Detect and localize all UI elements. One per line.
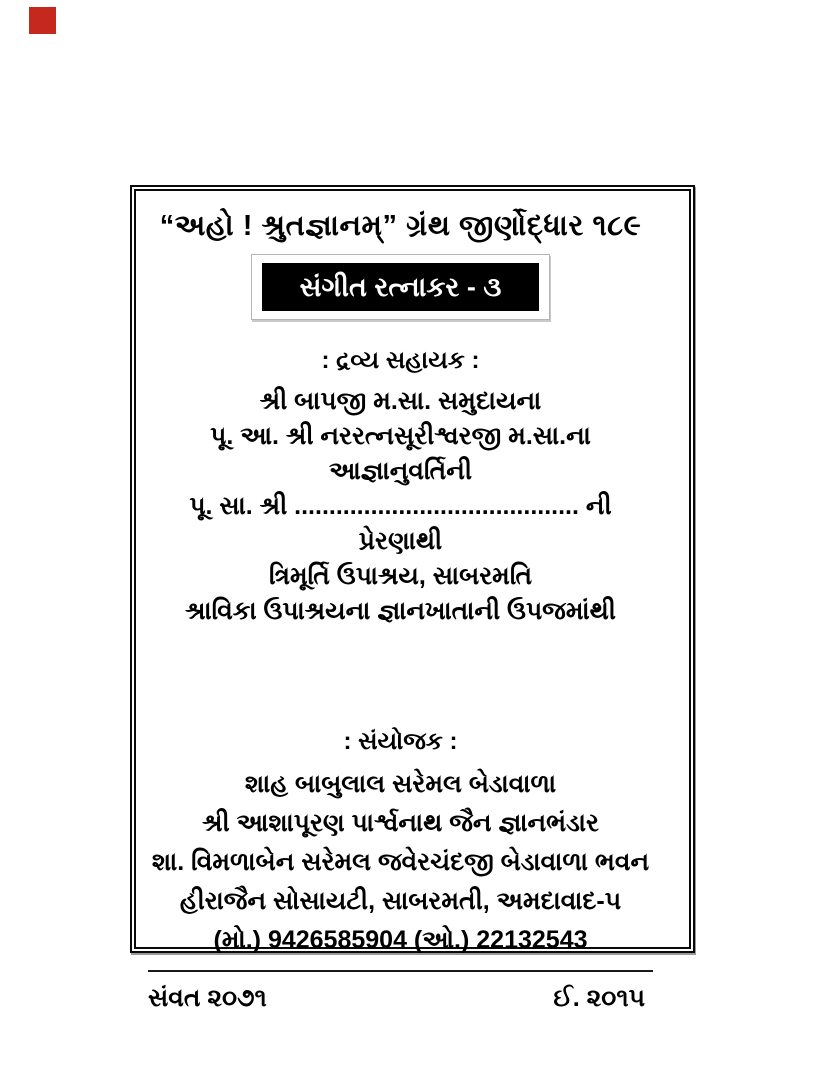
outer-frame: [130, 185, 695, 1012]
series-title: “અહો ! શ્રુતજ્ઞાનમ્” ગ્રંથ જીર્ણોદ્ધાર ૧૮૯: [159, 210, 642, 242]
coordinator-line-1: શાહ બાબુલાલ સરેમલ બેડાવાળા: [244, 770, 557, 798]
samvat-year: સંવત ૨૦૭૧: [148, 984, 267, 1012]
coordinator-section-heading: : સંયોજક :: [343, 728, 458, 755]
sponsor-section-heading: : દ્રવ્ય સહાયક :: [321, 347, 480, 374]
coordinator-section-body: [148, 765, 653, 960]
ce-year: ઈ. ૨૦૧૫: [553, 984, 645, 1012]
coordinator-phone-line: (મો.) 9426585904 (ઓ.) 22132543: [213, 926, 588, 954]
coordinator-line-2: શ્રી આશાપૂરણ પાર્શ્વનાથ જૈન જ્ઞાનભંડાર: [202, 809, 599, 837]
inner-frame: [134, 189, 691, 1012]
sponsor-line-1: શ્રી બાપજી મ.સા. સમુદાયના: [259, 387, 542, 415]
sponsor-line-3: પૂ. સા. શ્રી ......................................... ની પ્રેરણાથી: [189, 492, 612, 555]
book-title: સંગીત રત્નાકર - ૩: [262, 263, 540, 311]
sponsor-line-4: ત્રિમૂર્તિ ઉપાશ્રય, સાબરમતિ: [268, 562, 533, 590]
sponsor-line-2: પૂ. આ. શ્રી નરરત્નસૂરીશ્વરજી મ.સા.ના આજ્ઞાનુવર્તિની: [210, 422, 591, 485]
book-title-banner: [251, 254, 551, 320]
sponsor-line-5: શ્રાવિકા ઉપાશ્રયના જ્ઞાનખાતાની ઉપજમાંથી: [185, 597, 616, 625]
sponsor-section-body: [148, 384, 653, 629]
red-marker: [29, 7, 56, 34]
footer: [148, 982, 653, 1014]
footer-divider: [148, 970, 653, 972]
page-content: [148, 191, 653, 1012]
coordinator-line-4: હીરાજૈન સોસાયટી, સાબરમતી, અમદાવાદ-૫: [179, 887, 622, 915]
coordinator-line-3: શા. વિમળાબેન સરેમલ જવેરચંદજી બેડાવાળા ભવન: [151, 848, 650, 876]
